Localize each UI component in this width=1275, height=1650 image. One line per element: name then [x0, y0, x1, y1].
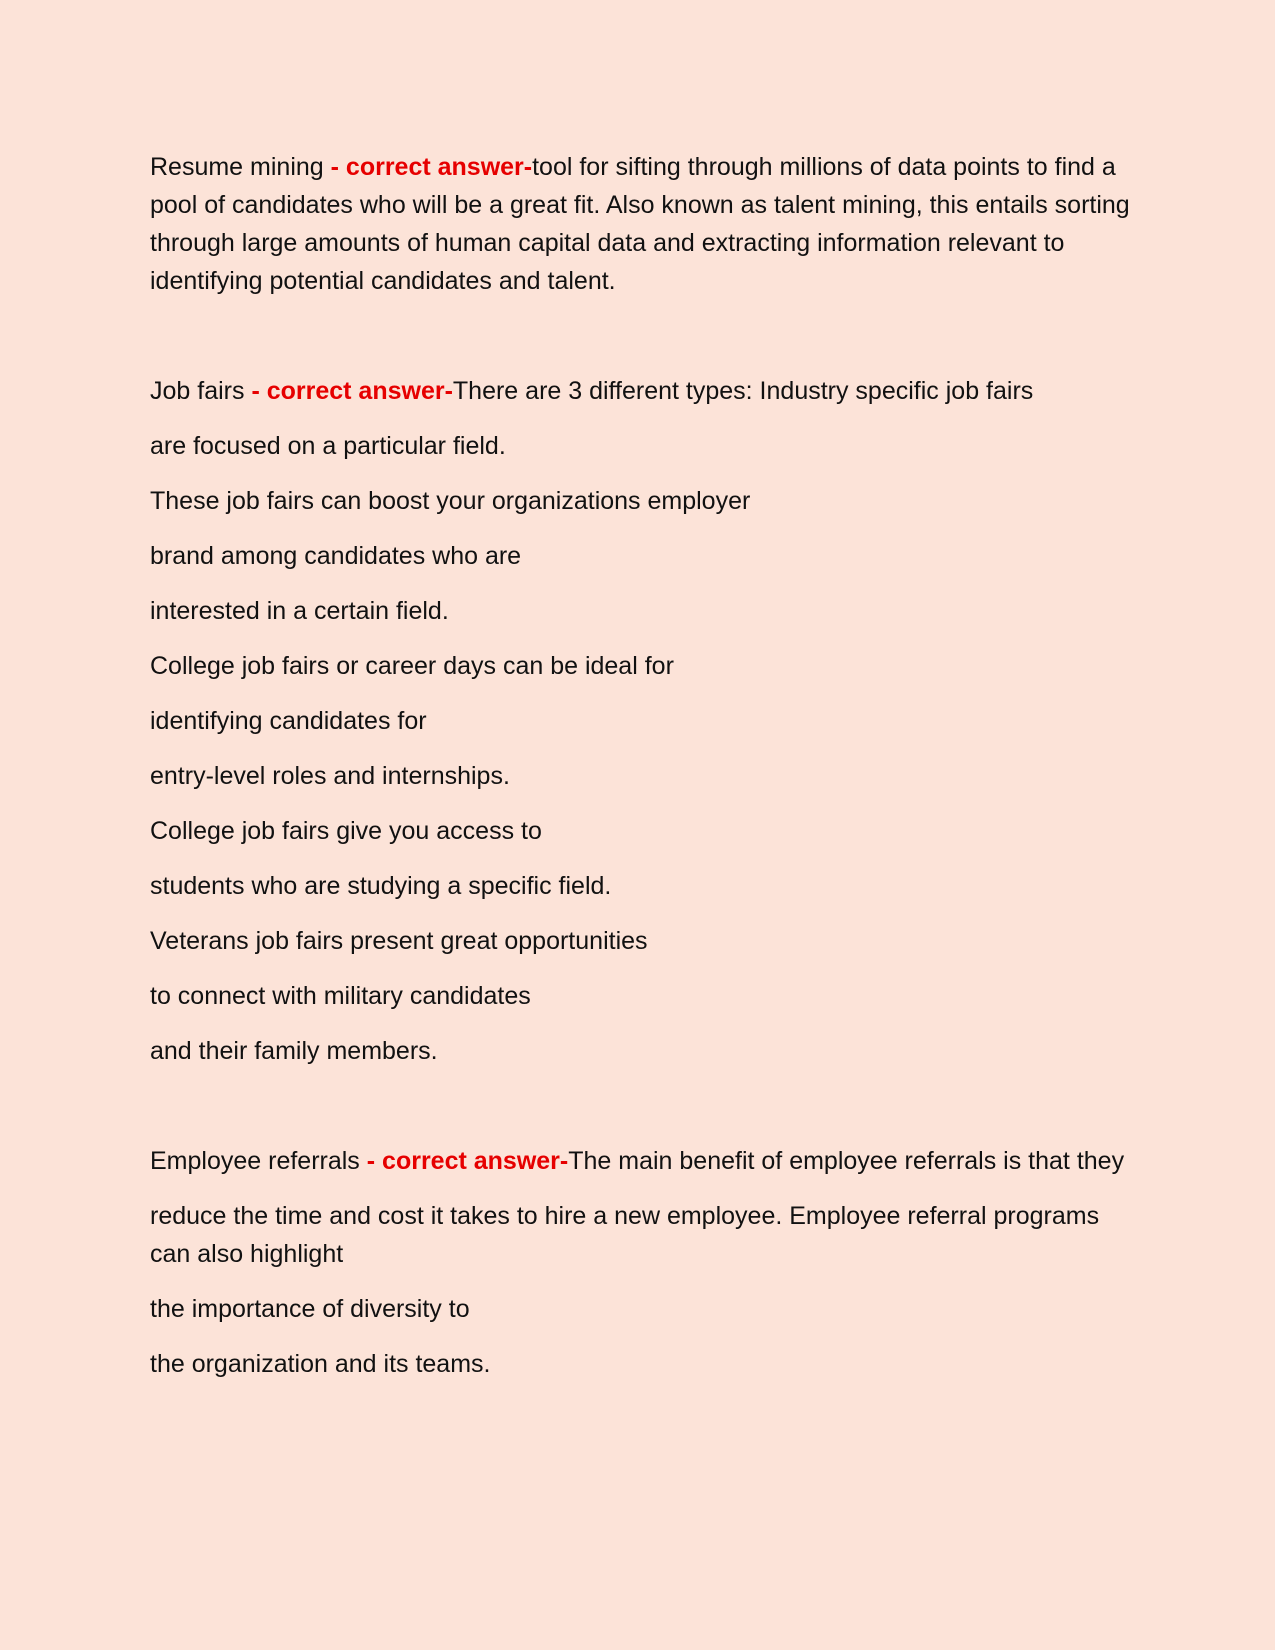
correct-answer-marker: - correct answer-	[366, 1147, 569, 1175]
entry-line: and their family members.	[150, 1037, 438, 1065]
correct-answer-marker: - correct answer-	[330, 153, 533, 181]
entry-term: Job fairs	[150, 377, 245, 405]
correct-answer-marker: - correct answer-	[251, 377, 453, 405]
entry-first-paragraph	[150, 1142, 1135, 1180]
entry-term: Resume mining	[150, 153, 324, 181]
entry-definition: The main benefit of employee referrals is that they	[568, 1147, 1125, 1175]
entry-line: to connect with military candidates	[150, 982, 531, 1010]
entry-line: entry-level roles and internships.	[150, 762, 510, 790]
entry-line: reduce the time and cost it takes to hire a new employee. Employee referral programs can also highlight	[150, 1202, 1100, 1268]
entry-line: are focused on a particular field.	[150, 432, 506, 460]
entry-first-paragraph	[150, 372, 1135, 410]
flashcard-entry-resume-mining	[150, 148, 1135, 300]
entry-first-paragraph	[150, 148, 1135, 300]
entry-definition: tool for sifting through millions of data points to find a pool of candidates who will be a great fit. Also known as talent mining, this entails sorting through large amounts of human capital data and extracting information relevant to identifying potential candidates and talent.	[150, 153, 1130, 295]
entry-line: brand among candidates who are	[150, 542, 522, 570]
entry-line: identifying candidates for	[150, 707, 427, 735]
entry-line: These job fairs can boost your organizations employer	[150, 487, 751, 515]
entry-line: Veterans job fairs present great opportunities	[150, 927, 648, 955]
entry-term: Employee referrals	[150, 1147, 360, 1175]
entry-line: College job fairs give you access to	[150, 817, 542, 845]
entry-line: students who are studying a specific field.	[150, 872, 612, 900]
entry-line: interested in a certain field.	[150, 597, 449, 625]
flashcard-entry-job-fairs	[150, 372, 1135, 1070]
entry-line: the importance of diversity to	[150, 1295, 470, 1323]
entry-definition: There are 3 different types: Industry specific job fairs	[452, 377, 1034, 405]
entry-line: College job fairs or career days can be ideal for	[150, 652, 674, 680]
flashcard-entry-employee-referrals	[150, 1142, 1135, 1383]
entry-line: the organization and its teams.	[150, 1350, 491, 1378]
